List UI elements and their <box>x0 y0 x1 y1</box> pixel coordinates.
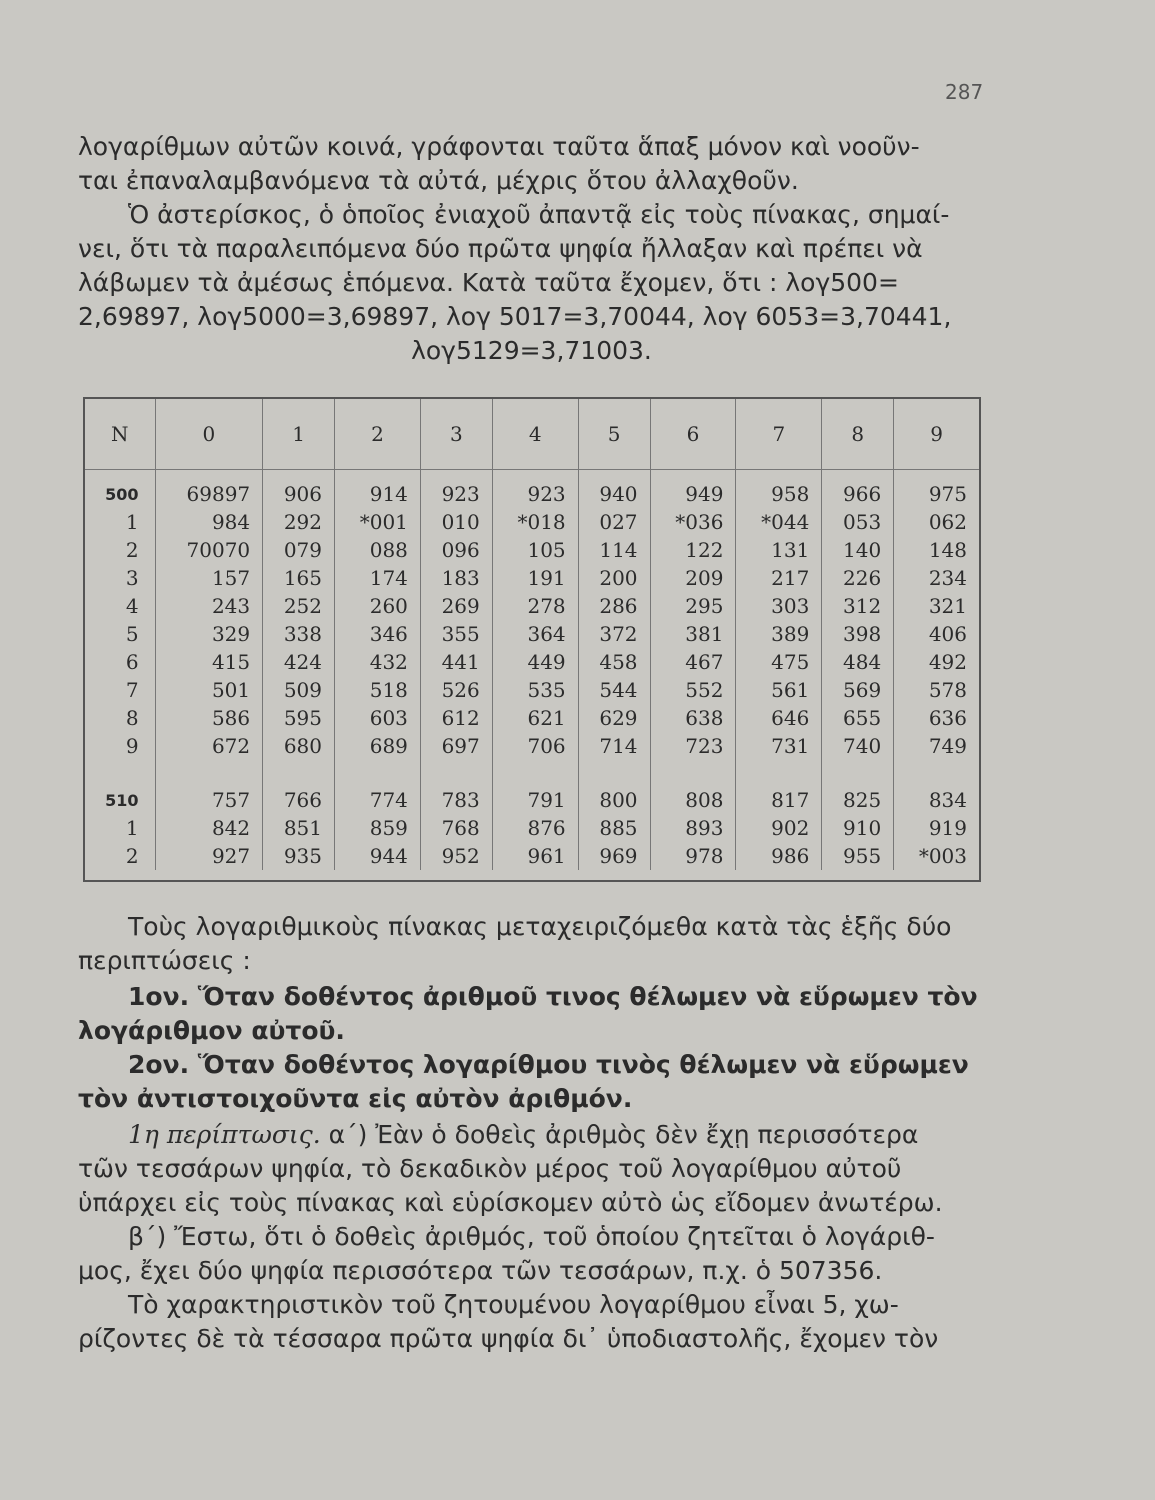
table-cell: 740 <box>822 732 894 760</box>
table-cell: 706 <box>492 732 578 760</box>
table-gap-row <box>85 760 979 786</box>
row-number-cell: 2 <box>85 536 155 564</box>
table-cell: 672 <box>155 732 263 760</box>
table-cell: 621 <box>492 704 578 732</box>
table-cell: 927 <box>155 842 263 870</box>
table-row <box>85 564 979 592</box>
table-row <box>85 676 979 704</box>
table-cell: 984 <box>155 508 263 536</box>
table-row <box>85 592 979 620</box>
table-gap-cell <box>335 760 421 786</box>
table-cell: 646 <box>736 704 822 732</box>
row-number-cell: 500 <box>85 470 155 509</box>
table-row <box>85 470 979 509</box>
table-cell: 697 <box>420 732 492 760</box>
table-cell: 467 <box>650 648 736 676</box>
table-cell: 122 <box>650 536 736 564</box>
table-cell: 783 <box>420 786 492 814</box>
table-cell: 689 <box>335 732 421 760</box>
table-cell: 303 <box>736 592 822 620</box>
table-gap-cell <box>894 760 979 786</box>
row-number-cell: 9 <box>85 732 155 760</box>
table-cell: 569 <box>822 676 894 704</box>
table-cell: 010 <box>420 508 492 536</box>
table-cell: 191 <box>492 564 578 592</box>
table-cell: 278 <box>492 592 578 620</box>
table-cell: 817 <box>736 786 822 814</box>
table-cell: 612 <box>420 704 492 732</box>
table-cell: 406 <box>928 622 967 646</box>
table-cell: 935 <box>263 842 335 870</box>
table-cell: 906 <box>263 470 335 509</box>
table-cell: 944 <box>335 842 421 870</box>
header-cell: 9 <box>894 399 979 470</box>
table-row <box>85 536 979 564</box>
table-cell: 432 <box>335 648 421 676</box>
table-cell: 561 <box>736 676 822 704</box>
table-cell: 919 <box>928 816 967 840</box>
table-gap-cell <box>650 760 736 786</box>
table-row <box>85 704 979 732</box>
table-cell: 355 <box>420 620 492 648</box>
row-number-cell: 2 <box>85 842 155 870</box>
table-gap-cell <box>492 760 578 786</box>
table-cell: 226 <box>822 564 894 592</box>
table-gap-cell <box>85 760 155 786</box>
text-line: β΄) Ἔστω, ὅτι ὁ δοθεὶς ἀριθμός, τοῦ ὁποίου ζητεῖται ὁ λογάριθ- <box>128 1222 935 1251</box>
table-cell: 062 <box>928 510 967 534</box>
table-cell: 165 <box>263 564 335 592</box>
row-number-cell: 4 <box>85 592 155 620</box>
table-cell: 269 <box>420 592 492 620</box>
row-number-cell: 510 <box>85 786 155 814</box>
text-line: περιπτώσεις : <box>78 946 251 975</box>
table-cell: 842 <box>155 814 263 842</box>
table-cell: 492 <box>928 650 967 674</box>
table-cell: 808 <box>650 786 736 814</box>
row-number-cell: 8 <box>85 704 155 732</box>
header-cell: 0 <box>155 399 263 470</box>
intro-paragraph <box>78 130 985 198</box>
text-line: Τὸ χαρακτηριστικὸν τοῦ ζητουμένου λογαρίθμου εἶναι 5, χω- <box>128 1290 899 1319</box>
table-cell: 338 <box>263 620 335 648</box>
table-cell: 526 <box>420 676 492 704</box>
table-cell: 475 <box>736 648 822 676</box>
text-line: ται ἐπαναλαμβανόμενα τὰ αὐτά, μέχρις ὅτου ἀλλαχθοῦν. <box>78 166 799 195</box>
table-cell: 243 <box>155 592 263 620</box>
table-cell: 096 <box>420 536 492 564</box>
table-cell: 774 <box>335 786 421 814</box>
table-gap-cell <box>822 760 894 786</box>
text-line: μος, ἔχει δύο ψηφία περισσότερα τῶν τεσσάρων, π.χ. ὁ 507356. <box>78 1256 883 1285</box>
text-line: νει, ὅτι τὰ παραλειπόμενα δύο πρῶτα ψηφία ἤλλαξαν καὶ πρέπει νὰ <box>78 234 923 263</box>
table-cell: 69897 <box>155 470 263 509</box>
page-number: 287 <box>945 80 984 104</box>
table-cell: 757 <box>155 786 263 814</box>
table-cell: 441 <box>420 648 492 676</box>
table-row <box>85 648 979 676</box>
table-cell: 079 <box>263 536 335 564</box>
table-cell: 027 <box>578 508 650 536</box>
header-cell: 3 <box>420 399 492 470</box>
logarithm-table <box>83 397 981 882</box>
table-cell: *018 <box>492 508 578 536</box>
table-gap-cell <box>420 760 492 786</box>
table-cell: 398 <box>822 620 894 648</box>
table-cell: 114 <box>578 536 650 564</box>
table-cell: 961 <box>492 842 578 870</box>
table-gap-cell <box>263 760 335 786</box>
header-cell: 1 <box>263 399 335 470</box>
table-cell: 174 <box>335 564 421 592</box>
row-number-cell: 1 <box>85 814 155 842</box>
table-gap-cell <box>736 760 822 786</box>
table-cell: 200 <box>578 564 650 592</box>
table-cell: 876 <box>492 814 578 842</box>
table-cell: 859 <box>335 814 421 842</box>
table-row <box>85 786 979 814</box>
table-gap-cell <box>578 760 650 786</box>
table-cell: 053 <box>822 508 894 536</box>
table-cell: 969 <box>578 842 650 870</box>
table-cell: 923 <box>492 470 578 509</box>
table-cell: 766 <box>263 786 335 814</box>
header-cell: 4 <box>492 399 578 470</box>
row-number-cell: 5 <box>85 620 155 648</box>
table-cell: 851 <box>263 814 335 842</box>
table-cell: 636 <box>928 706 967 730</box>
beta-paragraph <box>78 1220 985 1288</box>
text-line: λογαρίθμων αὐτῶν κοινά, γράφονται ταῦτα ἅπαξ μόνον καὶ νοοῦν- <box>78 132 920 161</box>
table-cell: 914 <box>335 470 421 509</box>
header-cell: 2 <box>335 399 421 470</box>
table-cell: 501 <box>155 676 263 704</box>
table-cell: 603 <box>335 704 421 732</box>
case-one <box>78 980 985 1048</box>
table-cell: *003 <box>918 844 967 868</box>
table-cell: *036 <box>650 508 736 536</box>
table-row <box>85 814 979 842</box>
text-line: ὑπάρχει εἰς τοὺς πίνακας καὶ εὑρίσκομεν αὐτὸ ὡς εἴδομεν ἀνωτέρω. <box>78 1188 943 1217</box>
table-cell: 70070 <box>155 536 263 564</box>
table-cell: 329 <box>155 620 263 648</box>
text-line <box>78 1118 985 1152</box>
table-header-row <box>85 399 979 470</box>
table-cell: 260 <box>335 592 421 620</box>
table-cell: 768 <box>420 814 492 842</box>
case-two <box>78 1048 985 1116</box>
table-gap-cell <box>155 760 263 786</box>
table-cell: 955 <box>822 842 894 870</box>
table-cell: 655 <box>822 704 894 732</box>
table-cell: 252 <box>263 592 335 620</box>
table-cell: 209 <box>650 564 736 592</box>
text-line: 2ον. Ὅταν δοθέντος λογαρίθμου τινὸς θέλωμεν νὰ εὕρωμεν <box>128 1050 969 1079</box>
header-cell: 5 <box>578 399 650 470</box>
table-cell: 346 <box>335 620 421 648</box>
header-cell: 8 <box>822 399 894 470</box>
table-cell: 800 <box>578 786 650 814</box>
table-row <box>85 842 979 870</box>
table-cell: 952 <box>420 842 492 870</box>
table-cell: 424 <box>263 648 335 676</box>
table-cell: 586 <box>155 704 263 732</box>
table-cell: 131 <box>736 536 822 564</box>
table-cell: 544 <box>578 676 650 704</box>
first-case-paragraph <box>78 1118 985 1220</box>
table-cell: 595 <box>263 704 335 732</box>
table-cell: 825 <box>822 786 894 814</box>
table-row <box>85 620 979 648</box>
table-cell: 381 <box>650 620 736 648</box>
table-cell: 157 <box>155 564 263 592</box>
text-line: Ὁ ἀστερίσκος, ὁ ὁποῖος ἐνιαχοῦ ἀπαντᾷ εἰς τοὺς πίνακας, σημαί- <box>128 200 950 229</box>
table-cell: 234 <box>928 566 967 590</box>
table-cell: 535 <box>492 676 578 704</box>
table-cell: 183 <box>420 564 492 592</box>
first-case-heading: 1η περίπτωσις. <box>128 1120 321 1149</box>
table-cell: 791 <box>492 786 578 814</box>
text-line: τὸν ἀντιστοιχοῦντα εἰς αὐτὸν ἀριθμόν. <box>78 1084 633 1113</box>
row-number-cell: 3 <box>85 564 155 592</box>
asterisk-paragraph <box>78 198 985 368</box>
table-cell: 389 <box>736 620 822 648</box>
table-cell: *001 <box>335 508 421 536</box>
row-number-cell: 1 <box>85 508 155 536</box>
text-line: 1ον. Ὅταν δοθέντος ἀριθμοῦ τινος θέλωμεν νὰ εὕρωμεν τὸν <box>128 982 978 1011</box>
table-cell: 978 <box>650 842 736 870</box>
text-line: Τοὺς λογαριθμικοὺς πίνακας μεταχειριζόμεθα κατὰ τὰς ἑξῆς δύο <box>128 912 952 941</box>
table-cell: 749 <box>928 734 967 758</box>
table-cell: 217 <box>736 564 822 592</box>
table-cell: 714 <box>578 732 650 760</box>
table-cell: 578 <box>928 678 967 702</box>
table-cell: 105 <box>492 536 578 564</box>
table-cell: 509 <box>263 676 335 704</box>
table-cell: 910 <box>822 814 894 842</box>
table-cell: 458 <box>578 648 650 676</box>
table-row <box>85 508 979 536</box>
table-cell: 449 <box>492 648 578 676</box>
table-cell: 723 <box>650 732 736 760</box>
last-paragraph <box>78 1288 985 1356</box>
text-line: λογ5129=3,71003. <box>411 336 652 365</box>
table-cell: 680 <box>263 732 335 760</box>
table-cell: 731 <box>736 732 822 760</box>
text-line: 2,69897, λογ5000=3,69897, λογ 5017=3,70044, λογ 6053=3,70441, <box>78 302 952 331</box>
table-cell: 902 <box>736 814 822 842</box>
text-line: λάβωμεν τὰ ἀμέσως ἑπόμενα. Κατὰ ταῦτα ἔχομεν, ὅτι : λογ500= <box>78 268 899 297</box>
row-number-cell: 6 <box>85 648 155 676</box>
table-cell: 321 <box>928 594 967 618</box>
table-cell: 292 <box>263 508 335 536</box>
text-line: τῶν τεσσάρων ψηφία, τὸ δεκαδικὸν μέρος τοῦ λογαρίθμου αὐτοῦ <box>78 1154 902 1183</box>
logarithm-table-grid <box>85 399 979 870</box>
table-cell: 295 <box>650 592 736 620</box>
table-cell: 415 <box>155 648 263 676</box>
table-cell: 484 <box>822 648 894 676</box>
table-cell: 923 <box>420 470 492 509</box>
first-case-text: α΄) Ἐὰν ὁ δοθεὶς ἀριθμὸς δὲν ἔχῃ περισσότερα <box>320 1120 919 1149</box>
table-cell: 940 <box>578 470 650 509</box>
table-cell: 893 <box>650 814 736 842</box>
table-cell: 140 <box>822 536 894 564</box>
table-cell: 312 <box>822 592 894 620</box>
table-cell: 834 <box>928 788 967 812</box>
table-cell: *044 <box>736 508 822 536</box>
table-cell: 552 <box>650 676 736 704</box>
text-line: λογάριθμον αὐτοῦ. <box>78 1016 345 1045</box>
table-cell: 148 <box>928 538 967 562</box>
table-cell: 966 <box>822 470 894 509</box>
table-cell: 364 <box>492 620 578 648</box>
usage-paragraph <box>78 910 985 978</box>
table-cell: 949 <box>650 470 736 509</box>
table-cell: 518 <box>335 676 421 704</box>
table-cell: 286 <box>578 592 650 620</box>
row-number-cell: 7 <box>85 676 155 704</box>
table-cell: 885 <box>578 814 650 842</box>
header-cell: 7 <box>736 399 822 470</box>
table-cell: 372 <box>578 620 650 648</box>
header-cell: 6 <box>650 399 736 470</box>
table-cell: 958 <box>736 470 822 509</box>
table-row <box>85 732 979 760</box>
table-cell: 638 <box>650 704 736 732</box>
text-line: ρίζοντες δὲ τὰ τέσσαρα πρῶτα ψηφία δι᾽ ὑποδιαστολῆς, ἔχομεν τὸν <box>78 1324 939 1353</box>
table-cell: 986 <box>736 842 822 870</box>
table-cell: 088 <box>335 536 421 564</box>
table-cell: 629 <box>578 704 650 732</box>
table-cell: 975 <box>928 482 967 506</box>
header-cell: N <box>85 399 155 470</box>
